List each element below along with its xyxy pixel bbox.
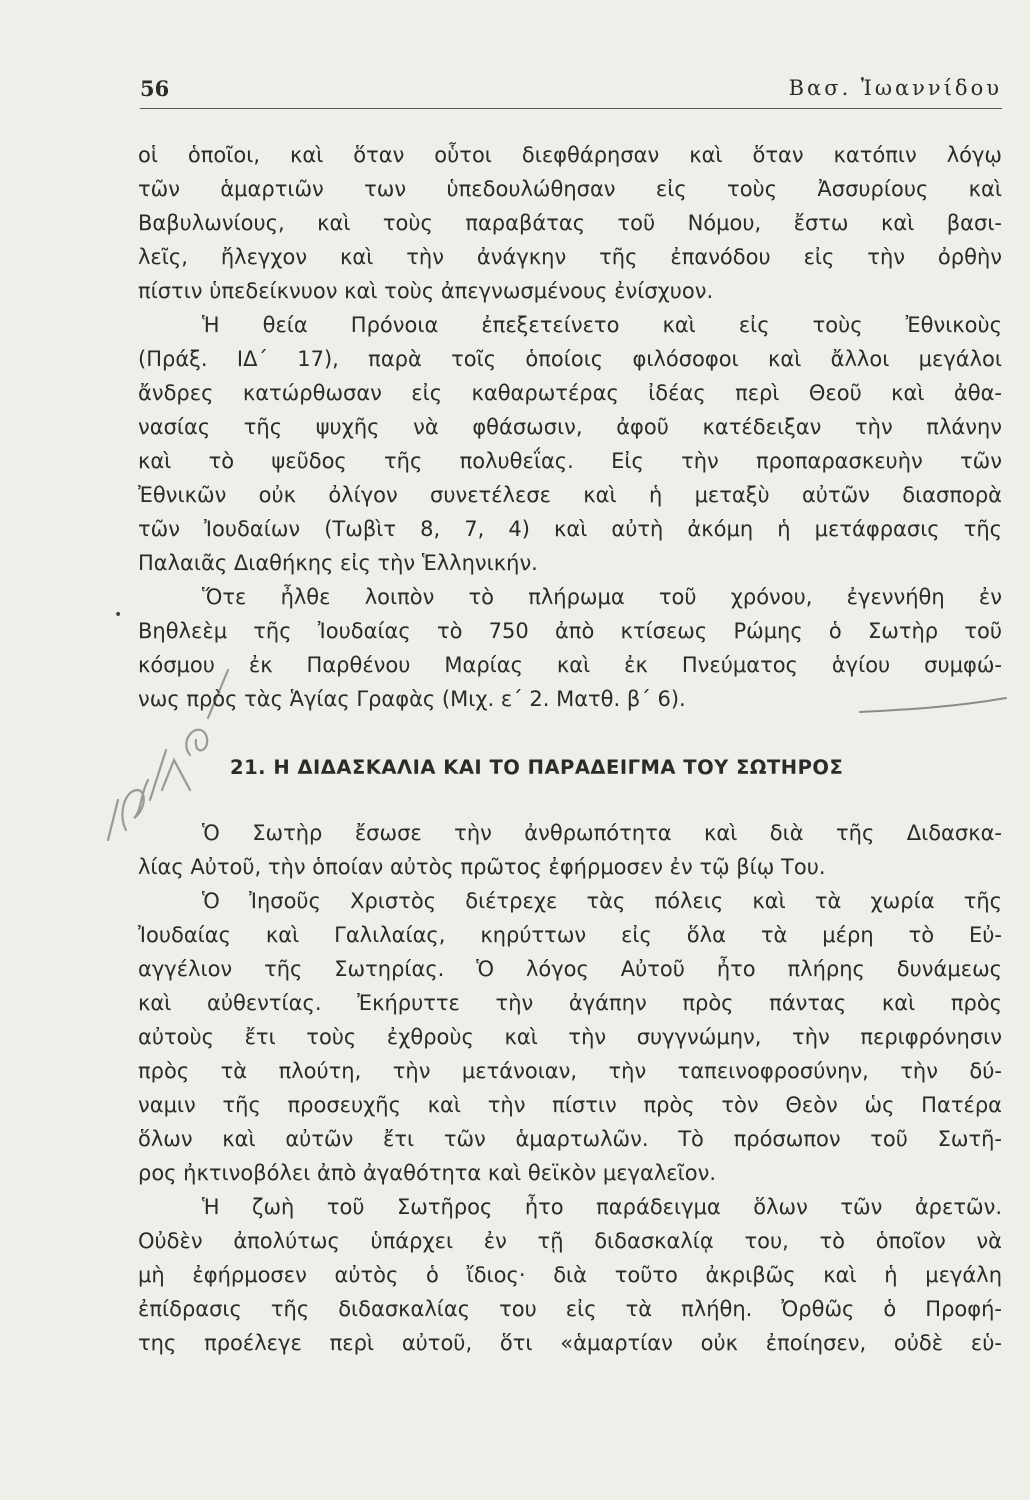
text-line: (Πράξ. ΙΔ΄ 17), παρὰ τοῖς ὁποίοις φιλόσοφοι καὶ ἄλλοι μεγάλοι [138,347,1002,371]
text-line: της προέλεγε περὶ αὐτοῦ, ὅτι «ἁμαρτίαν οὐκ ἐποίησεν, οὐδὲ εὑ- [138,1331,1002,1355]
text-line: λίας Αὐτοῦ, τὴν ὁποίαν αὐτὸς πρῶτος ἐφήρμοσεν ἐν τῷ βίῳ Του. [138,855,826,879]
text-line: λεῖς, ἤλεγχον καὶ τὴν ἀνάγκην τῆς ἐπανόδου εἰς τὴν ὀρθὴν [138,245,1002,269]
section-paragraph-1 [138,816,1002,884]
text-line: αγγέλιον τῆς Σωτηρίας. Ὁ λόγος Αὐτοῦ ἦτο πλήρης δυνάμεως [138,957,1002,981]
text-line: αὐτοὺς ἔτι τοὺς ἐχθροὺς καὶ τὴν συγγνώμην, τὴν περιφρόνησιν [138,1025,1002,1049]
text-line: μὴ ἐφήρμοσεν αὐτὸς ὁ ἴδιος· διὰ τοῦτο ἀκριβῶς καὶ ἡ μεγάλη [138,1263,1002,1287]
text-line: Βηθλεὲμ τῆς Ἰουδαίας τὸ 750 ἀπὸ κτίσεως Ρώμης ὁ Σωτὴρ τοῦ [138,619,1002,643]
text-line: Ἰουδαίας καὶ Γαλιλαίας, κηρύττων εἰς ὅλα τὰ μέρη τὸ Εὐ- [138,923,1002,947]
text-line: Ἡ ζωὴ τοῦ Σωτῆρος ἦτο παράδειγμα ὅλων τῶν ἀρετῶν. [202,1195,1002,1219]
text-line: καὶ αὐθεντίας. Ἐκήρυττε τὴν ἀγάπην πρὸς πάντας καὶ πρὸς [138,991,1002,1015]
text-line: νασίας τῆς ψυχῆς νὰ φθάσωσιν, ἀφοῦ κατέδειξαν τὴν πλάνην [138,415,1002,439]
section-paragraph-3 [138,1190,1002,1360]
page-header [140,72,1002,109]
running-head: Βασ. Ἰωαννίδου [788,76,1002,100]
text-line: κόσμου ἐκ Παρθένου Μαρίας καὶ ἐκ Πνεύματος ἁγίου συμφώ- [138,653,1002,677]
page-number: 56 [140,76,170,101]
text-line: τῶν Ἰουδαίων (Τωβὶτ 8, 7, 4) καὶ αὐτὴ ἀκόμη ἡ μετάφρασις τῆς [138,517,1002,541]
text-line: Ἐθνικῶν οὐκ ὀλίγον συνετέλεσε καὶ ἡ μεταξὺ αὐτῶν διασπορὰ [138,483,1002,507]
text-line: νως πρὸς τὰς Ἁγίας Γραφὰς (Μιχ. ε΄ 2. Ματθ. β΄ 6). [138,687,686,711]
section-heading: 21. Η ΔΙΔΑΣΚΑΛΙΑ ΚΑΙ ΤΟ ΠΑΡΑΔΕΙΓΜΑ ΤΟΥ ΣΩΤΗΡΟΣ [230,756,844,779]
section-paragraph-2 [138,884,1002,1190]
text-line: Βαβυλωνίους, καὶ τοὺς παραβάτας τοῦ Νόμου, ἔστω καὶ βασι- [138,211,1002,235]
text-line: πρὸς τὰ πλούτη, τὴν μετάνοιαν, τὴν ταπεινοφροσύνην, τὴν δύ- [138,1059,1002,1083]
text-line: ἄνδρες κατώρθωσαν εἰς καθαρωτέρας ἰδέας περὶ Θεοῦ καὶ ἀθα- [138,381,1002,405]
ink-dot-mark: • [114,607,123,623]
text-line: οἱ ὁποῖοι, καὶ ὅταν οὗτοι διεφθάρησαν καὶ ὅταν κατόπιν λόγῳ [138,143,1002,167]
text-line: Ὅτε ἦλθε λοιπὸν τὸ πλήρωμα τοῦ χρόνου, ἐγεννήθη ἐν [202,585,1002,609]
paragraph-3 [138,580,1002,716]
text-line: πίστιν ὑπεδείκνυον καὶ τοὺς ἀπεγνωσμένους ἐνίσχυον. [138,279,714,303]
body-text [138,138,1002,1360]
text-line: ἐπίδρασις τῆς διδασκαλίας του εἰς τὰ πλήθη. Ὀρθῶς ὁ Προφή- [138,1297,1002,1321]
text-line: Παλαιᾶς Διαθήκης εἰς τὴν Ἑλληνικήν. [138,551,538,575]
text-line: Οὐδὲν ἀπολύτως ὑπάρχει ἐν τῇ διδασκαλίᾳ του, τὸ ὁποῖον νὰ [138,1229,1002,1253]
text-line: ναμιν τῆς προσευχῆς καὶ τὴν πίστιν πρὸς τὸν Θεὸν ὡς Πατέρα [138,1093,1002,1117]
text-line: καὶ τὸ ψεῦδος τῆς πολυθεΐας. Εἰς τὴν προπαρασκευὴν τῶν [138,449,1002,473]
paragraph-1 [138,138,1002,308]
text-line: τῶν ἁμαρτιῶν των ὑπεδουλώθησαν εἰς τοὺς Ἀσσυρίους καὶ [138,177,1002,201]
text-line: Ὁ Σωτὴρ ἔσωσε τὴν ἀνθρωπότητα καὶ διὰ τῆς Διδασκα- [202,821,1002,845]
text-line: Ἡ θεία Πρόνοια ἐπεξετείνετο καὶ εἰς τοὺς Ἐθνικοὺς [202,313,1002,337]
text-line: ὅλων καὶ αὐτῶν ἔτι τῶν ἁμαρτωλῶν. Τὸ πρόσωπον τοῦ Σωτῆ- [138,1127,1002,1151]
text-line: Ὁ Ἰησοῦς Χριστὸς διέτρεχε τὰς πόλεις καὶ τὰ χωρία τῆς [202,889,1002,913]
text-line: ρος ἠκτινοβόλει ἀπὸ ἀγαθότητα καὶ θεϊκὸν μεγαλεῖον. [138,1161,716,1185]
paragraph-2 [138,308,1002,580]
